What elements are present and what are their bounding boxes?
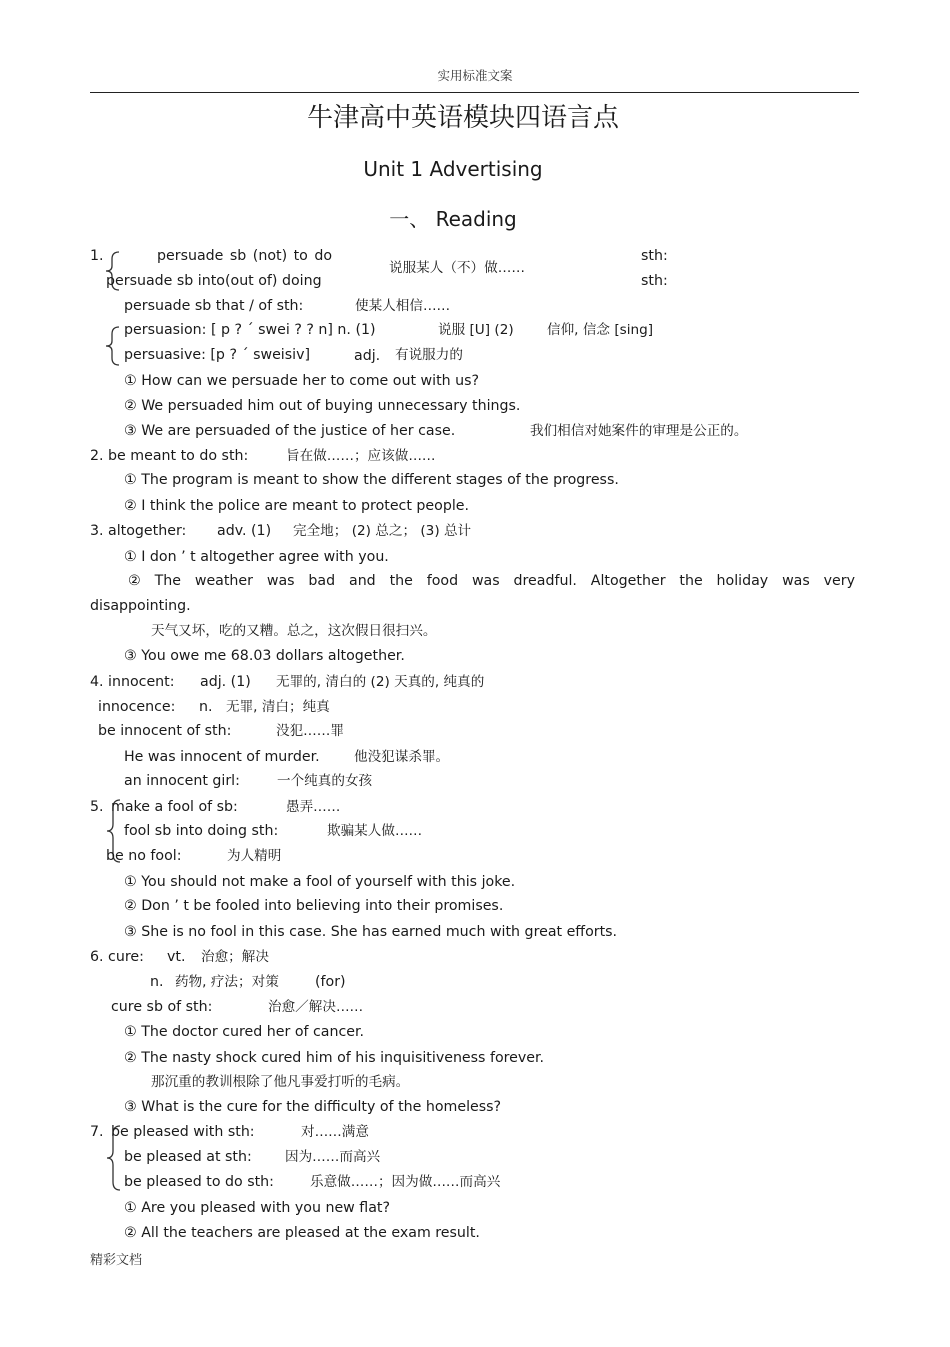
- part-of-speech: adj. (1): [200, 674, 251, 690]
- phrase-text: innocence:: [98, 699, 176, 715]
- phrase-text: cure sb of sth:: [111, 999, 213, 1015]
- example-sentence: ③ We are persuaded of the justice of her case.: [124, 423, 456, 439]
- word: very: [823, 573, 855, 589]
- item-number: 5.: [90, 799, 104, 815]
- translation-text: 说服某人（不）做……: [389, 260, 525, 276]
- phrase-text: 2. be meant to do sth:: [90, 448, 249, 464]
- example-sentence: ① How can we persuade her to come out with us?: [124, 373, 480, 389]
- phrase-text: persuade sb that / of sth:: [124, 298, 304, 314]
- document-title: 牛津高中英语模块四语言点: [306, 103, 619, 133]
- example-sentence: ① The doctor cured her of cancer.: [124, 1024, 365, 1040]
- translation-text: 对……满意: [301, 1124, 369, 1140]
- translation-text: 完全地； (2) 总之； (3) 总计: [293, 523, 472, 539]
- example-sentence: ③ You owe me 68.03 dollars altogether.: [124, 648, 405, 664]
- translation-text: 一个纯真的女孩: [277, 773, 373, 789]
- word: was: [471, 573, 500, 589]
- example-sentence: ② All the teachers are pleased at the exam result.: [124, 1225, 480, 1241]
- word: Altogether: [590, 573, 666, 589]
- translation-text: 他没犯谋杀罪。: [354, 749, 450, 765]
- item-number: 7.: [90, 1124, 104, 1140]
- phonetic-text: persuasive: [p ? ´ sweisiv]: [124, 347, 311, 363]
- word: dreadful.: [513, 573, 577, 589]
- page-footer: 精彩文档: [90, 1253, 143, 1268]
- phrase-text: 4. innocent:: [90, 674, 175, 690]
- phrase-text: fool sb into doing sth:: [124, 823, 279, 839]
- translation-text: 我们相信对她案件的审理是公正的。: [530, 423, 748, 439]
- brace-icon: [103, 325, 123, 367]
- phonetic-text: persuasion: [ p ? ´ swei ? ? n] n. (1): [124, 322, 376, 338]
- phrase-text: an innocent girl:: [124, 773, 240, 789]
- example-sentence: He was innocent of murder.: [124, 749, 320, 765]
- translation-text: 欺骗某人做……: [327, 823, 423, 839]
- translation-text: 乐意做……；因为做……而高兴: [310, 1174, 501, 1190]
- example-sentence: disappointing.: [90, 598, 191, 614]
- phrase-text: be pleased to do sth:: [124, 1174, 274, 1190]
- example-sentence: ② Don ’ t be fooled into believing into their promises.: [124, 898, 504, 914]
- translation-text: 因为……而高兴: [285, 1149, 381, 1165]
- phrase-text: be pleased with sth:: [111, 1124, 255, 1140]
- phrase-text: persuade sb into(out of) doing: [106, 273, 322, 289]
- translation-text: 使某人相信……: [355, 298, 451, 314]
- word: ②: [128, 573, 141, 589]
- translation-text: 有说服力的: [395, 347, 463, 363]
- word: the: [389, 573, 413, 589]
- example-sentence: ① The program is meant to show the different stages of the progress.: [124, 472, 619, 488]
- word: was: [782, 573, 810, 589]
- example-sentence: ③ What is the cure for the difficulty of the homeless?: [124, 1099, 502, 1115]
- phrase-text: persuade sb (not) to do: [157, 248, 333, 264]
- part-of-speech: adv. (1): [217, 523, 272, 539]
- translation-text: 说服 [U] (2): [438, 322, 514, 338]
- translation-text: 药物, 疗法；对策: [175, 974, 279, 990]
- part-of-speech: adj.: [354, 348, 381, 364]
- word: bad: [308, 573, 336, 589]
- phrase-text: be no fool:: [106, 848, 182, 864]
- part-of-speech: vt.: [167, 949, 186, 965]
- example-sentence-justified: [128, 572, 855, 590]
- word: weather: [194, 573, 253, 589]
- phrase-text: sth:: [641, 248, 668, 264]
- phrase-text: (for): [315, 974, 346, 990]
- word: was: [266, 573, 295, 589]
- translation-text: 愚弄……: [286, 799, 341, 815]
- translation-text: 旨在做……；应该做……: [286, 448, 436, 464]
- phrase-text: be innocent of sth:: [98, 723, 232, 739]
- phrase-text: sth:: [641, 273, 668, 289]
- translation-text: 无罪的, 清白的 (2) 天真的, 纯真的: [276, 674, 485, 690]
- item-number: 1.: [90, 248, 104, 264]
- word: and: [349, 573, 376, 589]
- translation-text: 天气又坏，吃的又糟。总之，这次假日很扫兴。: [151, 623, 437, 639]
- example-sentence: ① You should not make a fool of yourself with this joke.: [124, 874, 516, 890]
- translation-text: 为人精明: [227, 848, 282, 864]
- example-sentence: ① I don ’ t altogether agree with you.: [124, 549, 389, 565]
- page-header: 实用标准文案: [437, 68, 513, 83]
- phrase-text: make a fool of sb:: [111, 799, 238, 815]
- translation-text: 治愈；解决: [201, 949, 269, 965]
- example-sentence: ③ She is no fool in this case. She has earned much with great efforts.: [124, 924, 618, 940]
- example-sentence: ② The nasty shock cured him of his inquisitiveness forever.: [124, 1050, 545, 1066]
- translation-text: 没犯……罪: [276, 723, 344, 739]
- part-of-speech: n.: [199, 699, 213, 715]
- phrase-text: 6. cure:: [90, 949, 144, 965]
- word: The: [154, 573, 181, 589]
- example-sentence: ① Are you pleased with you new flat?: [124, 1200, 391, 1216]
- word: the: [679, 573, 703, 589]
- example-sentence: ② I think the police are meant to protect people.: [124, 498, 470, 514]
- word: holiday: [716, 573, 769, 589]
- example-sentence: ② We persuaded him out of buying unnecessary things.: [124, 398, 521, 414]
- header-rule: [90, 92, 859, 93]
- section-heading: 一、 Reading: [389, 207, 517, 231]
- phrase-text: be pleased at sth:: [124, 1149, 252, 1165]
- unit-heading: Unit 1 Advertising: [363, 157, 543, 181]
- translation-text: 信仰, 信念 [sing]: [547, 322, 654, 338]
- translation-text: 治愈／解决……: [268, 999, 364, 1015]
- translation-text: 无罪, 清白；纯真: [226, 699, 330, 715]
- phrase-text: 3. altogether:: [90, 523, 187, 539]
- part-of-speech: n.: [150, 974, 164, 990]
- word: food: [426, 573, 459, 589]
- translation-text: 那沉重的教训根除了他凡事爱打听的毛病。: [151, 1074, 410, 1090]
